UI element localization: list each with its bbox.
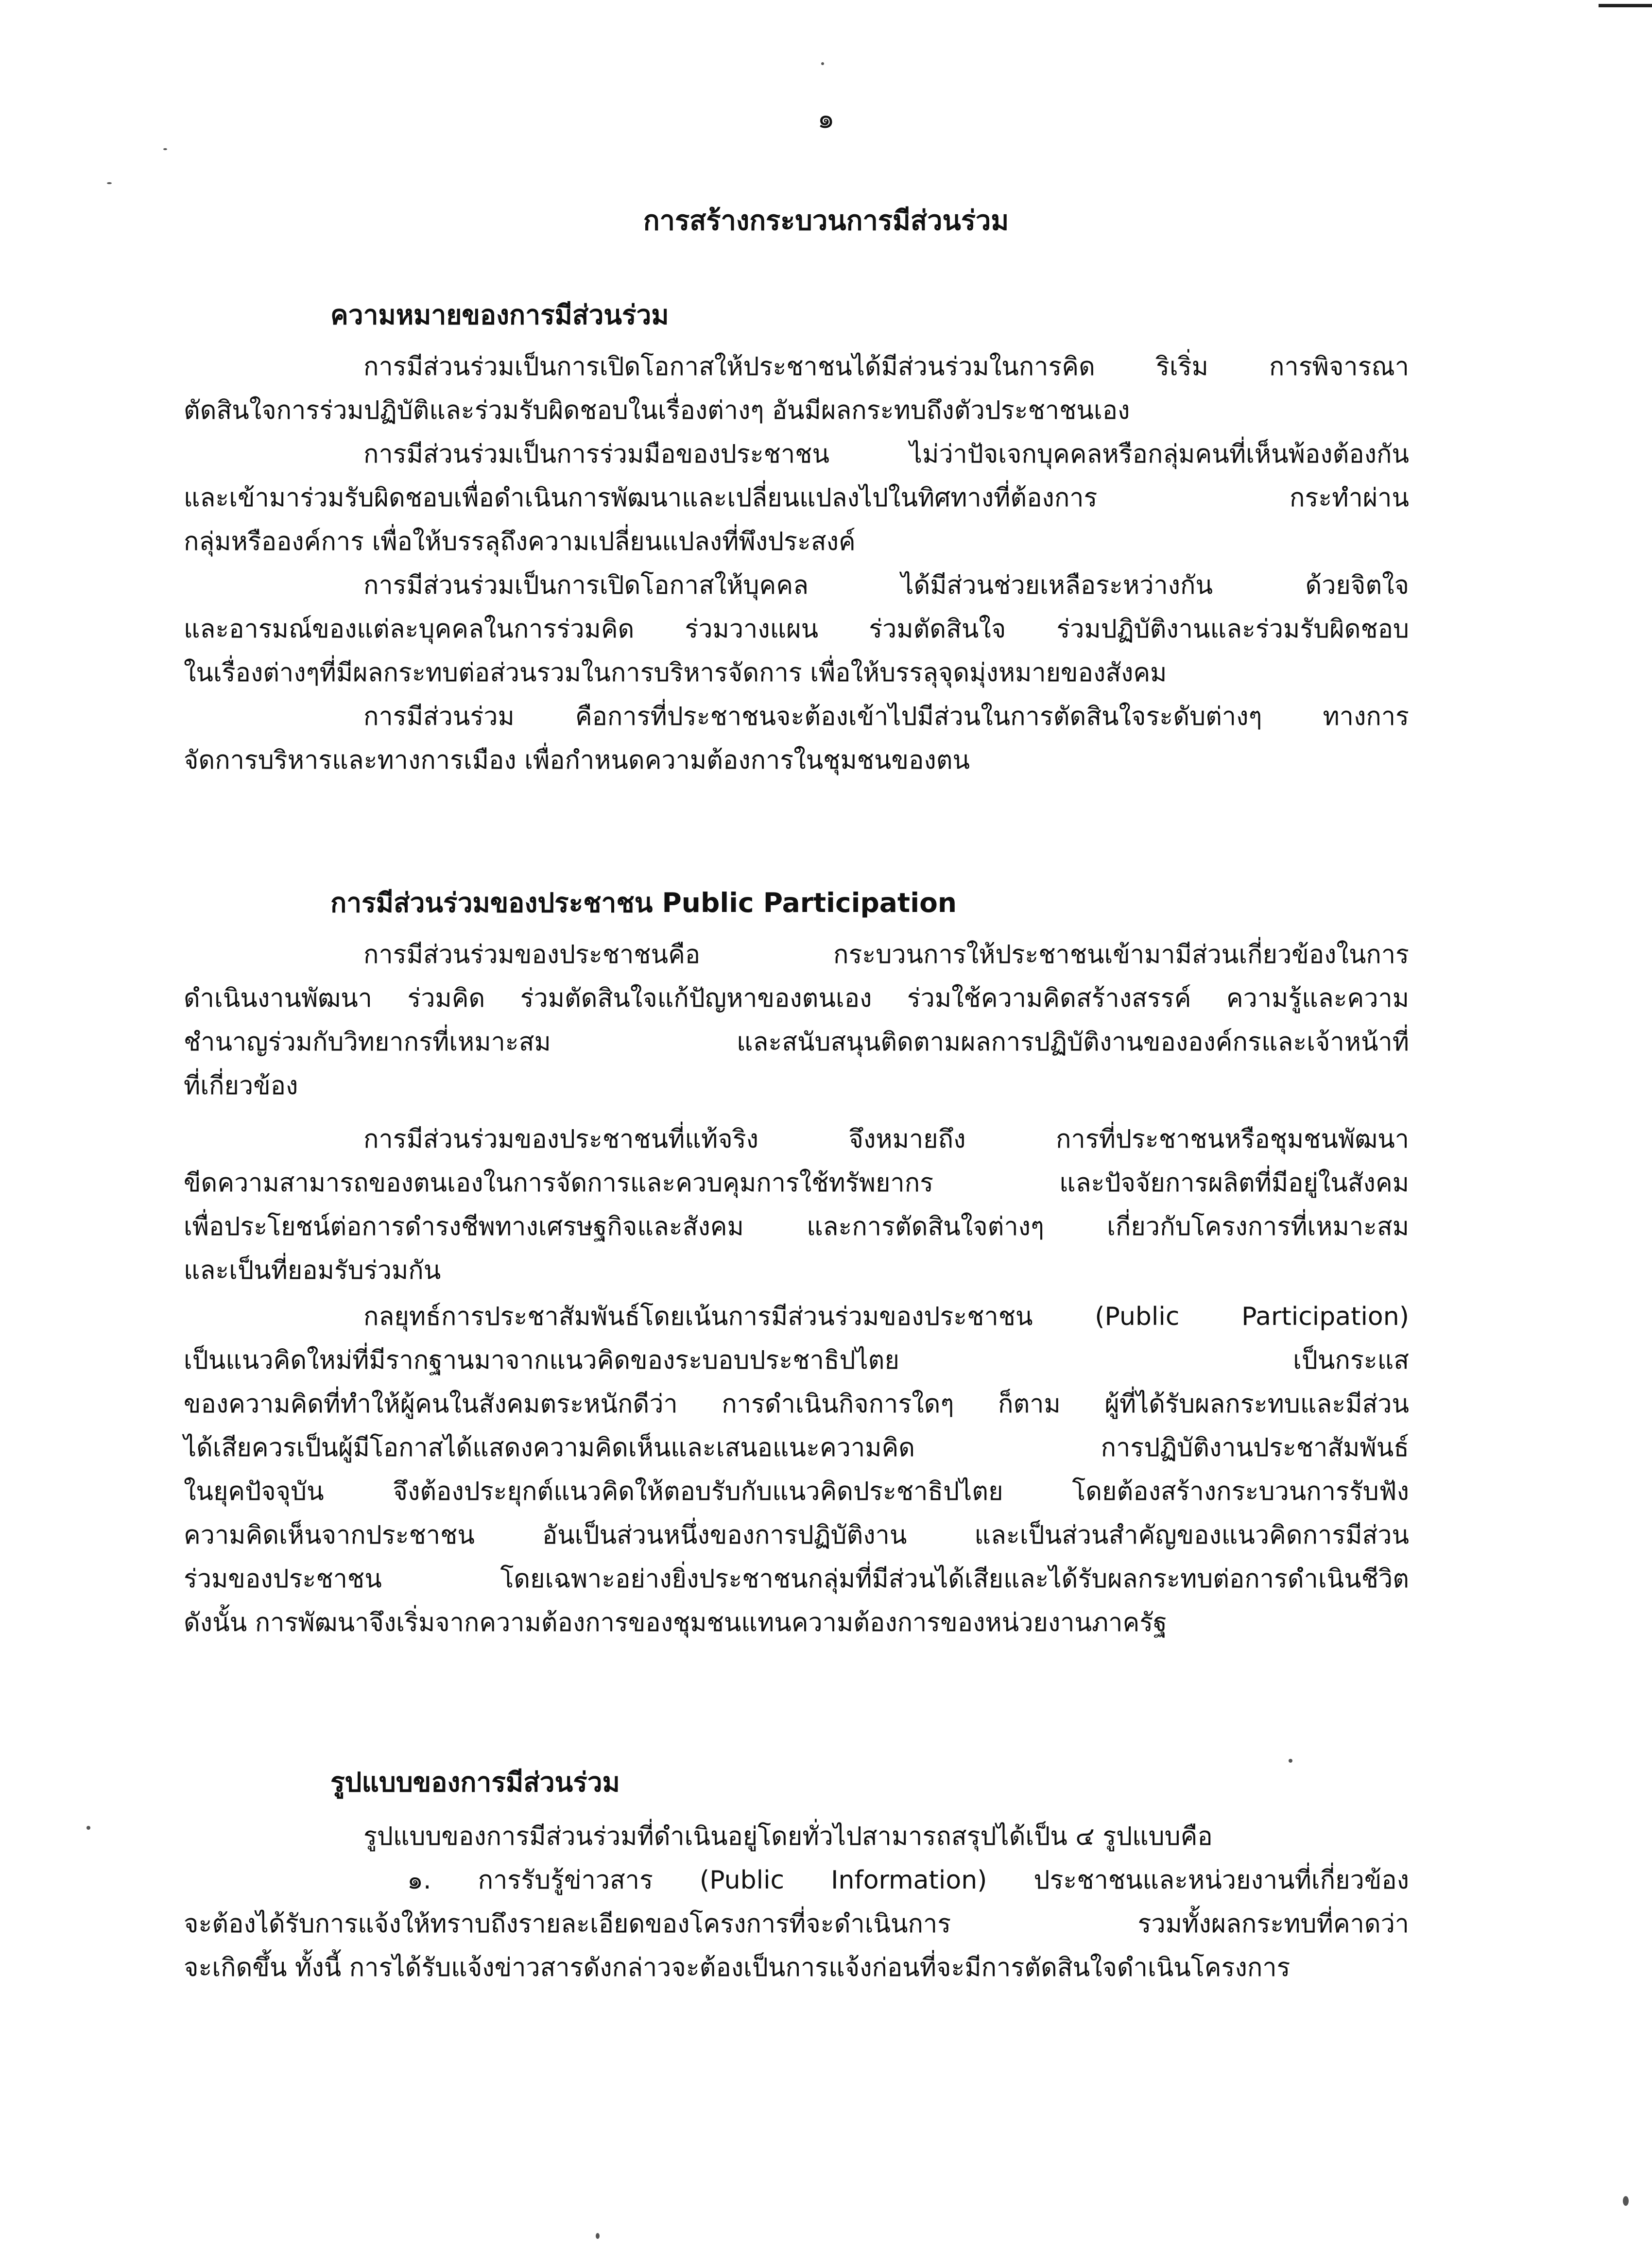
paragraph-line: การมีส่วนร่วมของประชาชนคือ กระบวนการให้ประชาชนเข้ามามีส่วนเกี่ยวข้องในการ [363,940,1409,969]
paragraph-line: การมีส่วนร่วมเป็นการร่วมมือของประชาชน ไม่ว่าปัจเจกบุคคลหรือกลุ่มคนที่เห็นพ้องต้องกัน [363,440,1409,469]
paragraph-line: ขีดความสามารถของตนเองในการจัดการและควบคุมการใช้ทรัพยากร และปัจจัยการผลิตที่มีอยู่ในสังคม [184,1168,1409,1198]
scan-speck [107,182,112,184]
paragraph-line: ในเรื่องต่างๆที่มีผลกระทบต่อส่วนรวมในการบริหารจัดการ เพื่อให้บรรลุจุดมุ่งหมายของสังคม [184,658,1167,687]
section-heading-forms: รูปแบบของการมีส่วนร่วม [330,1767,620,1798]
scan-speck [86,1826,90,1830]
scan-speck [1623,2196,1629,2206]
section-heading-public-participation: การมีส่วนร่วมของประชาชน Public Participation [330,887,957,918]
scan-speck [163,148,167,150]
paragraph-line: และเข้ามาร่วมรับผิดชอบเพื่อดำเนินการพัฒนาและเปลี่ยนแปลงไปในทิศทางที่ต้องการ กระทำผ่าน [184,483,1409,513]
section-body-public-participation [184,933,1409,1645]
paragraph-line: ที่เกี่ยวข้อง [184,1071,298,1100]
paragraph-line: จัดการบริหารและทางการเมือง เพื่อกำหนดความต้องการในชุมชนของตน [184,746,970,775]
paragraph-line: ของความคิดที่ทำให้ผู้คนในสังคมตระหนักดีว่า การดำเนินกิจการใดๆ ก็ตาม ผู้ที่ได้รับผลกระทบและมีส่วน [184,1390,1409,1419]
paragraph-line: เพื่อประโยชน์ต่อการดำรงชีพทางเศรษฐกิจและสังคม และการตัดสินใจต่างๆ เกี่ยวกับโครงการที่เหมาะสม [184,1212,1409,1241]
paragraph-line: ดำเนินงานพัฒนา ร่วมคิด ร่วมตัดสินใจแก้ปัญหาของตนเอง ร่วมใช้ความคิดสร้างสรรค์ ความรู้และความ [184,984,1409,1013]
scan-speck [1289,1759,1292,1763]
document-title: การสร้างกระบวนการมีส่วนร่วม [643,205,1009,237]
scan-speck [596,2233,600,2239]
paragraph-line: ความคิดเห็นจากประชาชน อันเป็นส่วนหนึ่งของการปฏิบัติงาน และเป็นส่วนสำคัญของแนวคิดการมีส่วน [184,1521,1409,1550]
paragraph-line: ชำนาญร่วมกับวิทยากรที่เหมาะสม และสนับสนุนติดตามผลการปฏิบัติงานขององค์กรและเจ้าหน้าที่ [184,1028,1409,1057]
paragraph-line: กลยุทธ์การประชาสัมพันธ์โดยเน้นการมีส่วนร่วมของประชาชน (Public Participation) [363,1302,1409,1331]
paragraph-line: การมีส่วนร่วมของประชาชนที่แท้จริง จึงหมายถึง การที่ประชาชนหรือชุมชนพัฒนา [363,1125,1409,1154]
section-heading-meaning: ความหมายของการมีส่วนร่วม [330,299,669,330]
paragraph-line: รูปแบบของการมีส่วนร่วมที่ดำเนินอยู่โดยทั่วไปสามารถสรุปได้เป็น ๔ รูปแบบคือ [363,1822,1213,1851]
scan-edge-mark [1599,4,1652,7]
numbered-item-line: ๑. การรับรู้ข่าวสาร (Public Information) ประชาชนและหน่วยงานที่เกี่ยวข้อง [407,1866,1409,1895]
section-body-meaning [184,345,1409,782]
scan-speck [821,62,824,65]
paragraph-line: กลุ่มหรือองค์การ เพื่อให้บรรลุถึงความเปลี่ยนแปลงที่พึงประสงค์ [184,527,856,556]
paragraph-line: ได้เสียควรเป็นผู้มีโอกาสได้แสดงความคิดเห็นและเสนอแนะความคิด การปฏิบัติงานประชาสัมพันธ์ [184,1433,1409,1462]
paragraph-line: การมีส่วนร่วม คือการที่ประชาชนจะต้องเข้าไปมีส่วนในการตัดสินใจระดับต่างๆ ทางการ [363,702,1409,731]
paragraph-line: ร่วมของประชาชน โดยเฉพาะอย่างยิ่งประชาชนกลุ่มที่มีส่วนได้เสียและได้รับผลกระทบต่อการดำเนินชีวิต [184,1564,1409,1594]
paragraph-line: การมีส่วนร่วมเป็นการเปิดโอกาสให้ประชาชนได้มีส่วนร่วมในการคิด ริเริ่ม การพิจารณา [363,352,1409,381]
paragraph-line: และเป็นที่ยอมรับร่วมกัน [184,1256,441,1285]
paragraph-line: ในยุคปัจจุบัน จึงต้องประยุกต์แนวคิดให้ตอบรับกับแนวคิดประชาธิปไตย โดยต้องสร้างกระบวนการรับฟัง [184,1477,1409,1506]
paragraph-line: จะต้องได้รับการแจ้งให้ทราบถึงรายละเอียดของโครงการที่จะดำเนินการ รวมทั้งผลกระทบที่คาดว่า [184,1909,1409,1939]
paragraph-line: ตัดสินใจการร่วมปฏิบัติและร่วมรับผิดชอบในเรื่องต่างๆ อันมีผลกระทบถึงตัวประชาชนเอง [184,396,1130,425]
page-number: ๑ [817,103,835,135]
paragraph-line: เป็นแนวคิดใหม่ที่มีรากฐานมาจากแนวคิดของระบอบประชาธิปไตย เป็นกระแส [184,1346,1409,1375]
paragraph-line: การมีส่วนร่วมเป็นการเปิดโอกาสให้บุคคล ได้มีส่วนช่วยเหลือระหว่างกัน ด้วยจิตใจ [363,571,1409,600]
section-body-forms [184,1815,1409,1990]
paragraph-line: และอารมณ์ของแต่ละบุคคลในการร่วมคิด ร่วมวางแผน ร่วมตัดสินใจ ร่วมปฏิบัติงานและร่วมรับผิดชอบ [184,615,1409,644]
paragraph-line: จะเกิดขึ้น ทั้งนี้ การได้รับแจ้งข่าวสารดังกล่าวจะต้องเป็นการแจ้งก่อนที่จะมีการตัดสินใจดำเนินโครงการ [184,1953,1291,1982]
paragraph-line: ดังนั้น การพัฒนาจึงเริ่มจากความต้องการของชุมชนแทนความต้องการของหน่วยงานภาครัฐ [184,1608,1167,1637]
